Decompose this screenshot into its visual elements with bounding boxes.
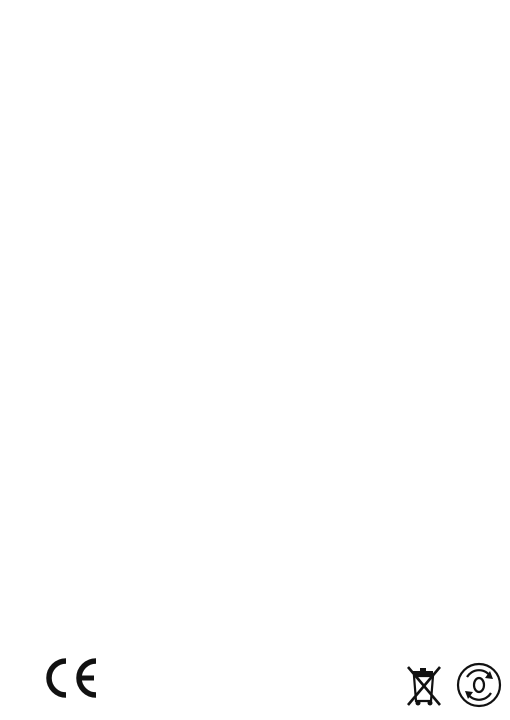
ce-mark-icon <box>38 655 102 701</box>
crossed-bin-icon <box>404 661 444 709</box>
label-title <box>0 0 510 3</box>
recycling-0-icon <box>453 660 505 710</box>
barcode <box>174 648 339 708</box>
